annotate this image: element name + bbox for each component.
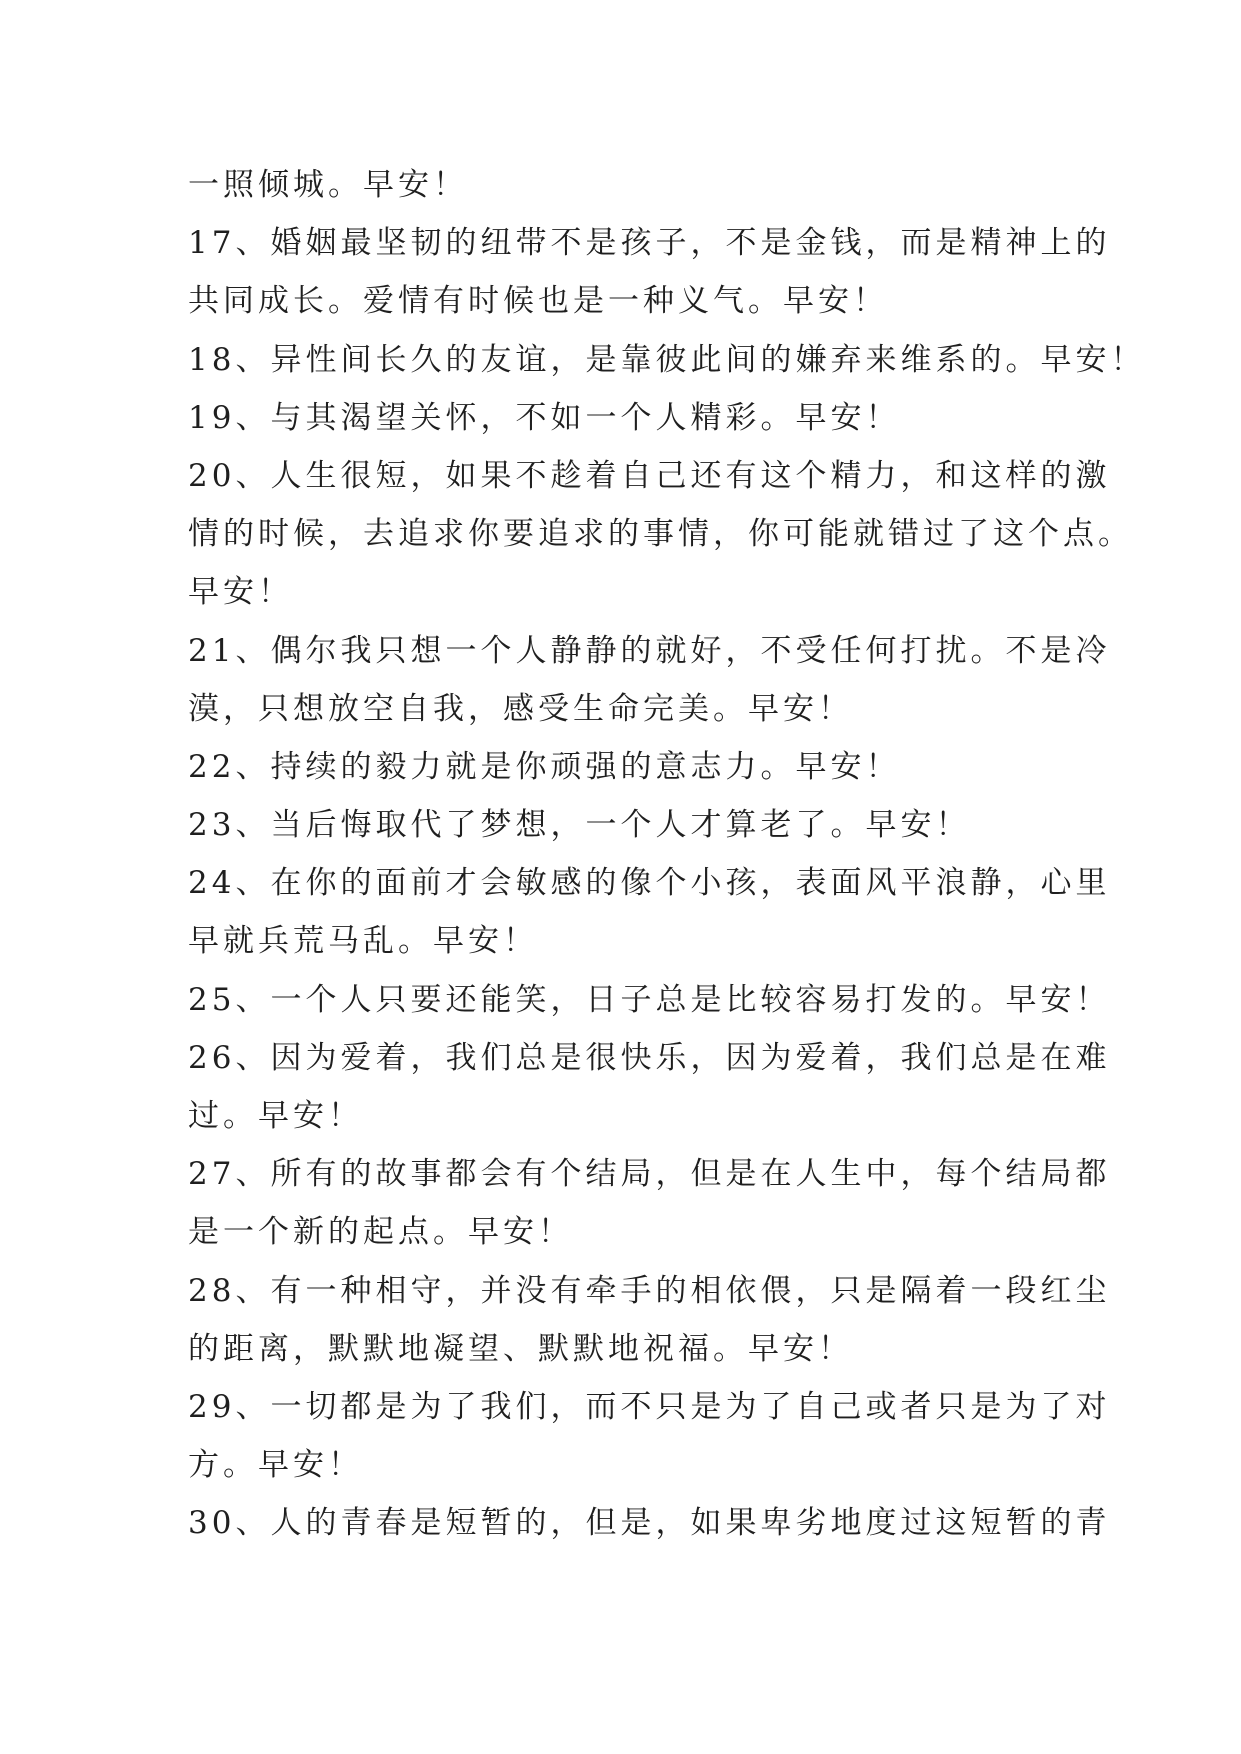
text-line: 20、人生很短，如果不趁着自己还有这个精力，和这样的激 [188,457,1111,494]
text-line: 21、偶尔我只想一个人静静的就好，不受任何打扰。不是冷 [188,632,1111,669]
text-line: 26、因为爱着，我们总是很快乐，因为爱着，我们总是在难 [188,1039,1111,1076]
text-line: 共同成长。爱情有时候也是一种义气。早安！ [188,283,888,320]
text-line: 27、所有的故事都会有个结局，但是在人生中，每个结局都 [188,1156,1111,1193]
document-body [188,156,1146,1553]
text-line: 25、一个人只要还能笑，日子总是比较容易打发的。早安！ [188,981,1111,1018]
text-line: 情的时候，去追求你要追求的事情，你可能就错过了这个点。 [188,516,1133,553]
text-line: 23、当后悔取代了梦想，一个人才算老了。早安！ [188,807,971,844]
text-line: 17、婚姻最坚韧的纽带不是孩子，不是金钱，而是精神上的 [188,225,1111,262]
text-line: 29、一切都是为了我们，而不只是为了自己或者只是为了对 [188,1388,1111,1425]
text-line: 18、异性间长久的友谊，是靠彼此间的嫌弃来维系的。早安！ [188,341,1146,378]
text-line: 19、与其渴望关怀，不如一个人精彩。早安！ [188,399,901,436]
text-line: 28、有一种相守，并没有牵手的相依偎，只是隔着一段红尘 [188,1272,1111,1309]
text-line: 一照倾城。早安！ [188,167,468,203]
text-line: 的距离，默默地凝望、默默地祝福。早安！ [188,1330,853,1367]
text-line: 漠，只想放空自我，感受生命完美。早安！ [188,690,853,727]
text-line: 24、在你的面前才会敏感的像个小孩，表面风平浪静，心里 [188,865,1111,902]
text-line: 22、持续的毅力就是你顽强的意志力。早安！ [188,748,901,785]
text-line: 是一个新的起点。早安！ [188,1214,573,1251]
text-line: 早安！ [188,574,293,611]
text-line: 方。早安！ [188,1447,363,1484]
text-line: 30、人的青春是短暂的，但是，如果卑劣地度过这短暂的青 [188,1505,1111,1542]
text-line: 过。早安！ [188,1098,363,1134]
text-line: 早就兵荒马乱。早安！ [188,923,538,960]
